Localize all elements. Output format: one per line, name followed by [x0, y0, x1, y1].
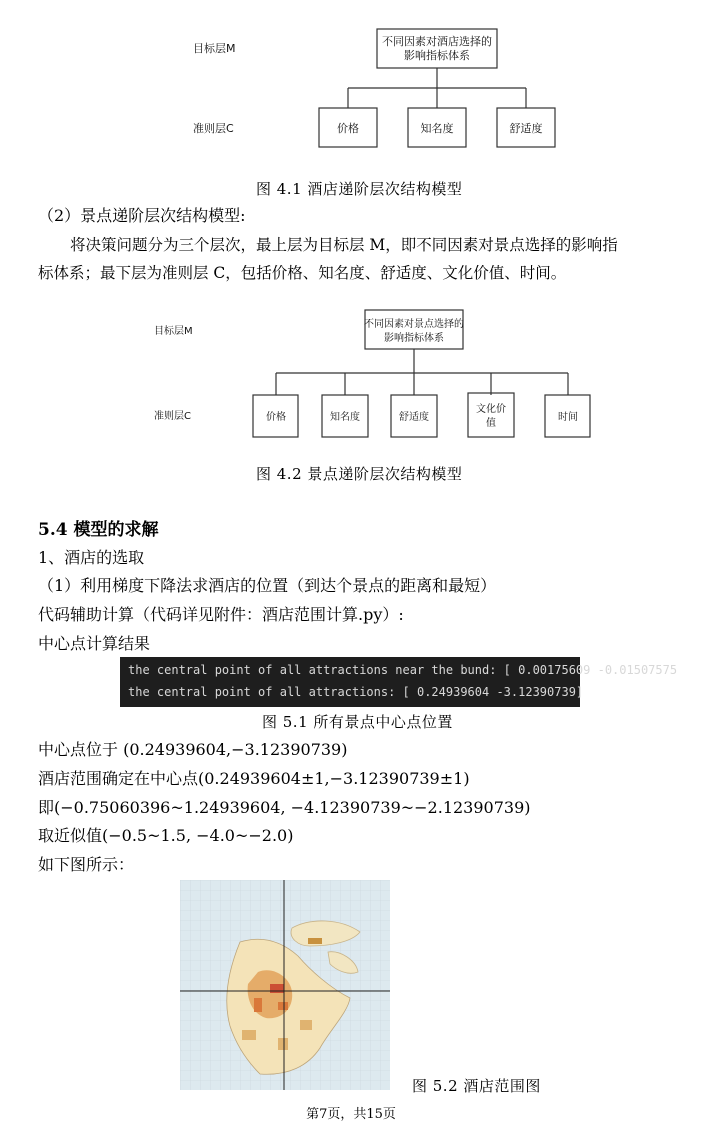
result-line-5: 如下图所示：	[38, 855, 135, 874]
result-line-2: 酒店范围确定在中心点(0.24939604±1,−3.12390739±1)	[38, 769, 470, 788]
section-title: 5.4 模型的求解	[38, 520, 159, 540]
code-line-2: the central point of all attractions: [ 0.24939604 -3.12390739]	[128, 685, 584, 699]
criteria-comfort: 舒适度	[399, 412, 429, 423]
goal-text-1: 不同因素对酒店选择的	[382, 35, 492, 48]
figure-4-1-diagram	[0, 0, 702, 170]
item-1: 1、酒店的选取	[38, 548, 145, 567]
para2-line-1: 将决策问题分为三个层次，最上层为目标层 M，即不同因素对景点选择的影响指	[70, 236, 618, 254]
item-1-sub: （1）利用梯度下降法求酒店的位置（到达个景点的距离和最短）	[38, 576, 497, 595]
criteria-price: 价格	[337, 122, 359, 135]
layer-label-criteria: 准则层C	[154, 411, 191, 422]
goal-text-1: 不同因素对景点选择的	[364, 319, 464, 330]
criteria-fame: 知名度	[330, 412, 360, 423]
criteria-comfort: 舒适度	[509, 122, 543, 135]
center-label: 中心点计算结果	[38, 634, 151, 653]
goal-text-2: 影响指标体系	[384, 333, 444, 344]
figure-5-1-caption: 图 5.1 所有景点中心点位置	[262, 713, 453, 731]
code-note: 代码辅助计算（代码详见附件：酒店范围计算.py）:	[38, 605, 404, 624]
result-line-4: 取近似值(−0.5~1.5, −4.0~−2.0)	[38, 826, 294, 845]
layer-label-criteria: 准则层C	[193, 122, 234, 135]
para2-line-2: 标体系；最下层为准则层 C，包括价格、知名度、舒适度、文化价值、时间。	[38, 264, 567, 282]
map-graphic	[180, 880, 390, 1090]
goal-text-2: 影响指标体系	[404, 49, 470, 62]
hotel-range-map-image	[180, 880, 390, 1090]
result-line-3: 即(−0.75060396~1.24939604, −4.12390739~−2.12390739)	[38, 798, 531, 817]
figure-5-2-caption: 图 5.2 酒店范围图	[412, 1077, 541, 1095]
criteria-culture-1: 文化价	[476, 404, 506, 415]
criteria-price: 价格	[266, 412, 286, 423]
figure-4-2-diagram	[0, 300, 702, 445]
layer-label-goal: 目标层M	[193, 42, 236, 55]
page-footer: 第7页，共15页	[306, 1107, 396, 1122]
criteria-time: 时间	[558, 412, 578, 423]
figure-4-2-caption: 图 4.2 景点递阶层次结构模型	[256, 465, 463, 483]
criteria-fame: 知名度	[420, 122, 454, 135]
result-line-1: 中心点位于 (0.24939604,−3.12390739)	[38, 740, 348, 759]
criteria-culture-2: 值	[486, 418, 496, 429]
layer-label-goal: 目标层M	[154, 326, 193, 337]
figure-4-1-caption: 图 4.1 酒店递阶层次结构模型	[256, 180, 463, 198]
code-line-1: the central point of all attractions near the bund: [ 0.00175609 -0.01507575	[128, 663, 678, 677]
para2-heading: （2）景点递阶层次结构模型:	[38, 206, 246, 225]
criteria-box-culture	[468, 393, 514, 437]
code-output-panel	[120, 657, 678, 707]
